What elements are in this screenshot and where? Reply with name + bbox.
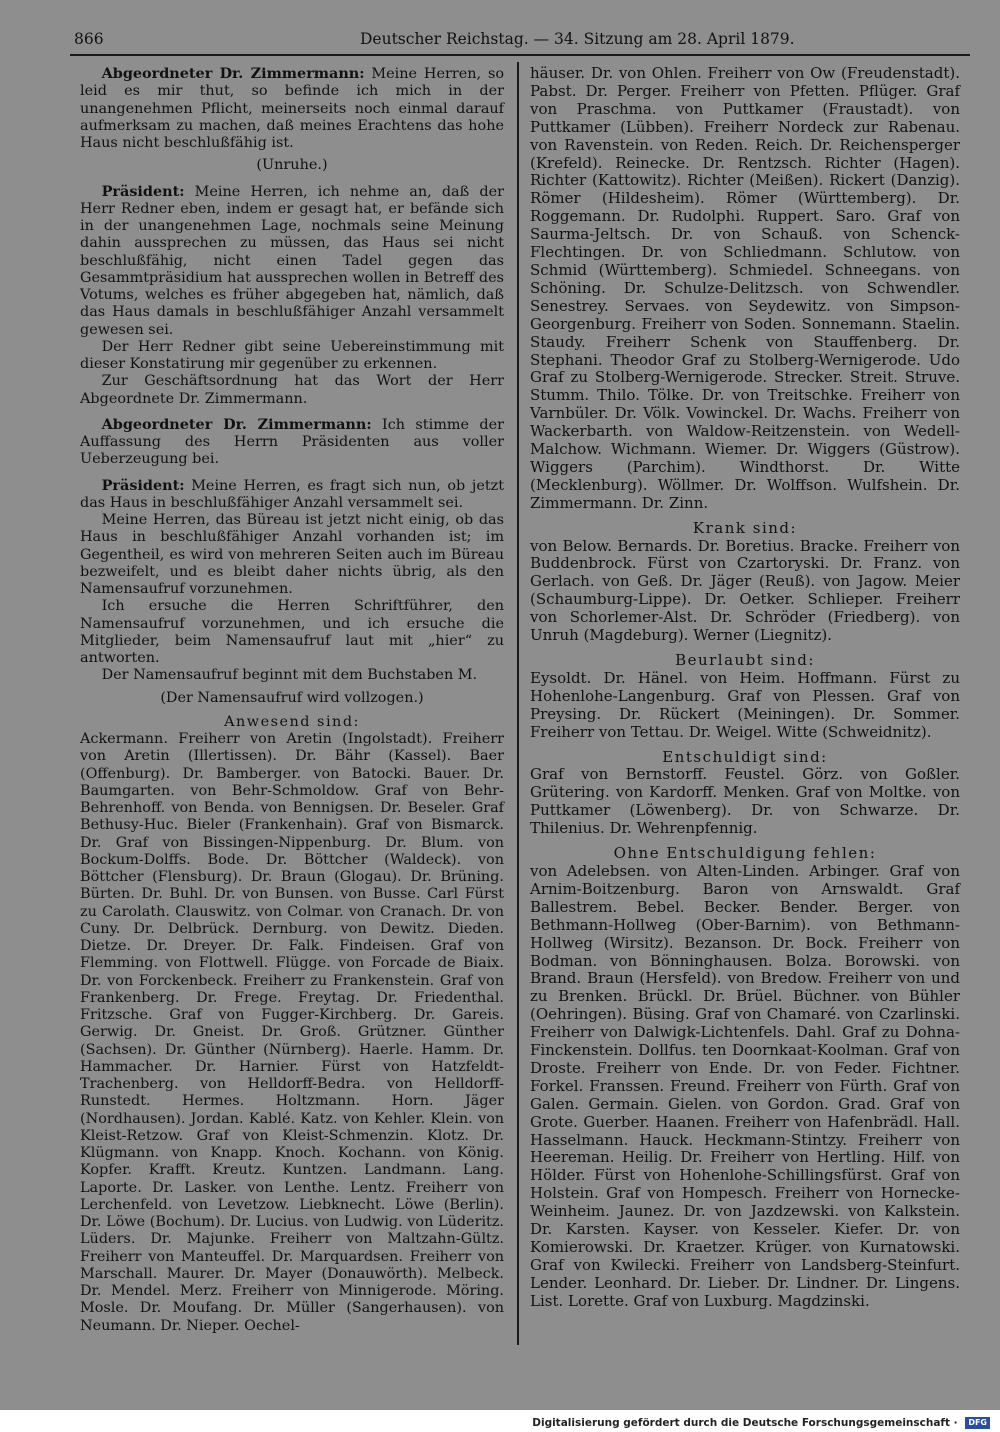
name-list-absent-unexcused: von Adelebsen. von Alten-Linden. Arbinger. Graf von Arnim-Boitzenburg. Baron von Arnswaldt. Graf Ballestrem. Bebel. Becker. Bender. Berger. von Bethmann-Hollweg (Ober-Barnim). von Bethmann-Hollweg (Wirsitz). Bezanson. Dr. Bock. Freiherr von Bodman. von Bönninghausen. Bolza. Borowski. von Brand. Braun (Hersfeld). von Bredow. Freiherr von und zu Brenken. Brückl. Dr. Brüel. Büchner. von Bühler (Oehringen). Büsing. Graf von Chamaré. von Czarlinski. Freiherr von Dalwigk-Lichtenfels. Dahl. Graf zu Dohna-Finckenstein. Dollfus. ten Doornkaat-Koolman. Graf von Droste. Freiherr von Ende. Dr. von Feder. Fichtner. Forkel. Franssen. Freund. Freiherr von Fürth. Graf von Galen. Germain. Gielen. von Gordon. Grad. Graf von Grote. Guerber. Haanen. Freiherr von Hafenbrädl. Hall. Hasselmann. Hauck. Heckmann-Stintzy. Freiherr von Heereman. Heilig. Dr. Freiherr von Hertling. Hilf. von Hölder. Fürst von Hohenlohe-Schillingsfürst. Graf von Holstein. Graf von Hompesch. Freiherr von Hornecke-Weinheim. Jaunez. Dr. von Jazdzewski. von Kalkstein. Dr. Karsten. Kayser. von Kesseler. Kiefer. Dr. von Komierowski. Dr. Kraetzer. Krüger. von Kurnatowski. Graf von Kwilecki. Freiherr von Landsberg-Steinfurt. Lender. Leonhard. Dr. Lieber. Dr. Lindner. Dr. Lingens. List. Lorette. Graf von Luxburg. Magdzinski. bbox=[530, 861, 960, 1310]
stage-direction-rollcall: (Der Namensaufruf wird vollzogen.) bbox=[160, 689, 424, 706]
section-heading-excused: Entschuldigt sind: bbox=[662, 747, 828, 766]
section-heading-sick: Krank sind: bbox=[692, 518, 798, 537]
speaker-label: Präsident: bbox=[101, 182, 185, 200]
paragraph: Der Namensaufruf beginnt mit dem Buchstaben M. bbox=[101, 667, 478, 684]
dfg-logo: DFG bbox=[965, 1417, 990, 1429]
header-rule bbox=[70, 54, 970, 56]
section-heading-on-leave: Beurlaubt sind: bbox=[675, 651, 815, 669]
paragraph: Meine Herren, das Büreau ist jetzt nicht einig, ob das Haus in beschlußfähiger Anzahl vorhanden ist; im Gegentheil, es wird von mehreren Seiten auch im Büreau bezweifelt, und es bleibt daher nichts übrig, als den Namensaufruf vorzunehmen. bbox=[80, 512, 504, 597]
paragraph: Der Herr Redner gibt seine Uebereinstimmung mit dieser Konstatirung mir gegenüber zu erkennen. bbox=[80, 338, 504, 372]
name-list-on-leave: Eysoldt. Dr. Hänel. von Heim. Hoffmann. Fürst zu Hohenlohe-Langenburg. Graf von Plessen. Graf von Preysing. Dr. Rückert (Meiningen). Dr. Sommer. Freiherr von Tettau. Dr. Weigel. Witte (Schweidnitz). bbox=[530, 668, 960, 741]
page-header bbox=[72, 26, 962, 52]
speech-president-1 bbox=[80, 183, 504, 339]
speech-text: Meine Herren, es fragt sich nun, ob jetzt das Haus in beschlußfähiger Anzahl versammelt sei. bbox=[80, 477, 504, 511]
speech-president-2 bbox=[80, 477, 504, 513]
section-heading-absent-unexcused: Ohne Entschuldigung fehlen: bbox=[613, 844, 877, 863]
speech-text: Meine Herren, ich nehme an, daß der Herr Redner eben, indem er gesagt hat, er befände sich in der unangenehmen Lage, nochmals seine Meinung dahin aussprechen zu müssen, das Haus sei nicht beschlußfähig, nicht einen Tadel gegen das Gesammtpräsidium hat aussprechen wollen in Betreff des Votums, welches es früher abgegeben hat, nämlich, daß das Haus damals in beschlußfähiger Anzahl versammelt gewesen sei. bbox=[80, 183, 504, 338]
column-divider bbox=[517, 62, 519, 1345]
credit-text: Digitalisierung gefördert durch die Deutsche Forschungsgemeinschaft · bbox=[532, 1417, 958, 1429]
speech-text: Ich stimme der Auffassung des Herrn Präsidenten aus voller Ueberzeugung bei. bbox=[80, 416, 504, 468]
right-column bbox=[530, 65, 960, 1311]
page-number: 866 bbox=[74, 30, 104, 48]
paragraph: Ich ersuche die Herren Schriftführer, den Namensaufruf vorzunehmen, und ich ersuche die Mitglieder, beim Namensaufruf laut mit „hier“ zu antworten. bbox=[80, 598, 504, 666]
stage-direction-unrest: (Unruhe.) bbox=[256, 157, 328, 174]
name-list-present-continued: häuser. Dr. von Ohlen. Freiherr von Ow (Freudenstadt). Pabst. Dr. Perger. Freiherr von Pfetten. Pflüger. Graf von Praschma. von Puttkamer (Fraustadt). von Puttkamer (Lübben). Freiherr Nordeck zur Rabenau. von Ravenstein. von Reden. Reich. Dr. Reichensperger (Krefeld). Reinecke. Dr. Rentzsch. Richter (Hagen). Richter (Kattowitz). Richter (Meißen). Rickert (Danzig). Römer (Hildesheim). Römer (Württemberg). Dr. Roggemann. Dr. Rudolphi. Ruppert. Saro. Graf von Saurma-Jeltsch. Dr. von Schauß. von Schenck-Flechtingen. Dr. von Schliedmann. Schlutow. von Schmid (Württemberg). Schmiedel. Schneegans. von Schöning. Dr. Schulze-Delitzsch. von Schwendler. Senestrey. Servaes. von Seydewitz. von Simpson-Georgenburg. Freiherr von Soden. Sonnemann. Staelin. Staudy. Freiherr Schenk von Stauffenberg. Dr. Stephani. Theodor Graf zu Stolberg-Wernigerode. Udo Graf zu Stolberg-Wernigerode. Strecker. Streit. Struve. Stumm. Thilo. Tölke. Dr. von Treitschke. Freiherr von Varnbüler. Dr. Völk. Vowinckel. Dr. Wachs. Freiherr von Wackerbarth. von Waldow-Reitzenstein. von Wedell-Malchow. Wichmann. Wiemer. Dr. Wiggers (Güstrow). Wiggers (Parchim). Windthorst. Dr. Witte (Mecklenburg). Wöllmer. Dr. Wolffson. Wulfshein. Dr. Zimmermann. Dr. Zinn. bbox=[530, 64, 960, 512]
name-list-present: Ackermann. Freiherr von Aretin (Ingolstadt). Freiherr von Aretin (Illertissen). Dr. Bähr (Kassel). Baer (Offenburg). Dr. Bamberger. von Batocki. Bauer. Dr. Baumgarten. von Behr-Schmoldow. Graf von Behr-Behrenhoff. von Benda. von Bennigsen. Dr. Beseler. Graf Bethusy-Huc. Bieler (Frankenhain). Graf von Bismarck. Dr. Graf von Bissingen-Nippenburg. Dr. Blum. von Bockum-Dolffs. Bode. Dr. Böttcher (Waldeck). von Böttcher (Flensburg). Dr. Braun (Glogau). Dr. Brüning. Bürten. Dr. Buhl. Dr. von Bunsen. von Busse. Carl Fürst zu Carolath. Clauswitz. von Colmar. von Cranach. Dr. von Cuny. Dr. Delbrück. Dernburg. von Dewitz. Dieden. Dietze. Dr. Dreyer. Dr. Falk. Findeisen. Graf von Flemming. von Flottwell. Flügge. von Forcade de Biaix. Dr. von Forckenbeck. Freiherr zu Frankenstein. Graf von Frankenberg. Dr. Frege. Freytag. Dr. Friedenthal. Fritzsche. Graf von Fugger-Kirchberg. Dr. Gareis. Gerwig. Dr. Gneist. Dr. Groß. Grützner. Günther (Sachsen). Dr. Günther (Nürnberg). Haerle. Hamm. Dr. Hammacher. Dr. Harnier. Fürst von Hatzfeldt-Trachenberg. von Helldorff-Bedra. von Helldorff-Runstedt. Hermes. Holtzmann. Horn. Jäger (Nordhausen). Jordan. Kablé. Katz. von Kehler. Klein. von Kleist-Retzow. Graf von Kleist-Schmenzin. Klotz. Dr. Klügmann. von Knapp. Knoch. Kochann. von König. Kopfer. Krafft. Kreutz. Kuntzen. Landmann. Lang. Laporte. Dr. Lasker. von Lenthe. Lentz. Freiherr von Lerchenfeld. von Levetzow. Liebknecht. Löwe (Berlin). Dr. Löwe (Bochum). Dr. Lucius. von Ludwig. von Lüderitz. Lüders. Dr. Majunke. Freiherr von Maltzahn-Gültz. Freiherr von Manteuffel. Dr. Marquardsen. Freiherr von Marschall. Maurer. Dr. Mayer (Donauwörth). Melbeck. Dr. Mendel. Merz. Freiherr von Minnigerode. Möring. Mosle. Dr. Moufang. Dr. Müller (Sangerhausen). von Neumann. Dr. Nieper. Oechel- bbox=[80, 731, 504, 1334]
speech-text: Meine Herren, so leid es mir thut, so befinde ich mich in der unangenehmen Pflicht, meinerseits noch einmal darauf aufmerksam zu machen, daß meines Erachtens das hohe Haus nicht beschlußfähig ist. bbox=[80, 66, 504, 151]
section-heading-present: Anwesend sind: bbox=[224, 713, 360, 730]
digitization-credit bbox=[532, 1416, 990, 1430]
speaker-label: Abgeordneter Dr. Zimmermann: bbox=[101, 65, 365, 82]
speech-zimmermann-1 bbox=[80, 65, 504, 152]
speech-zimmermann-2 bbox=[80, 416, 504, 469]
name-list-sick: von Below. Bernards. Dr. Boretius. Bracke. Freiherr von Buddenbrock. Fürst von Czartoryski. Dr. Franz. von Gerlach. von Geß. Dr. Jäger (Reuß). von Jagow. Meier (Schaumburg-Lippe). Dr. Oetker. Schlieper. Freiherr von Schorlemer-Alst. Dr. Schröder (Friedberg). von Unruh (Magdeburg). Werner (Liegnitz). bbox=[530, 536, 960, 645]
speaker-label: Abgeordneter Dr. Zimmermann: bbox=[101, 415, 372, 433]
paragraph: Zur Geschäftsordnung hat das Wort der Herr Abgeordnete Dr. Zimmermann. bbox=[80, 373, 504, 407]
running-title: Deutscher Reichstag. — 34. Sitzung am 28. April 1879. bbox=[360, 30, 795, 48]
left-column bbox=[80, 65, 504, 1335]
name-list-excused: Graf von Bernstorff. Feustel. Görz. von Goßler. Grütering. von Kardorff. Menken. Graf von Moltke. von Puttkamer (Löwenberg). Dr. von Schwarze. Dr. Thilenius. Dr. Wehrenpfennig. bbox=[530, 765, 960, 838]
speaker-label: Präsident: bbox=[101, 476, 185, 494]
